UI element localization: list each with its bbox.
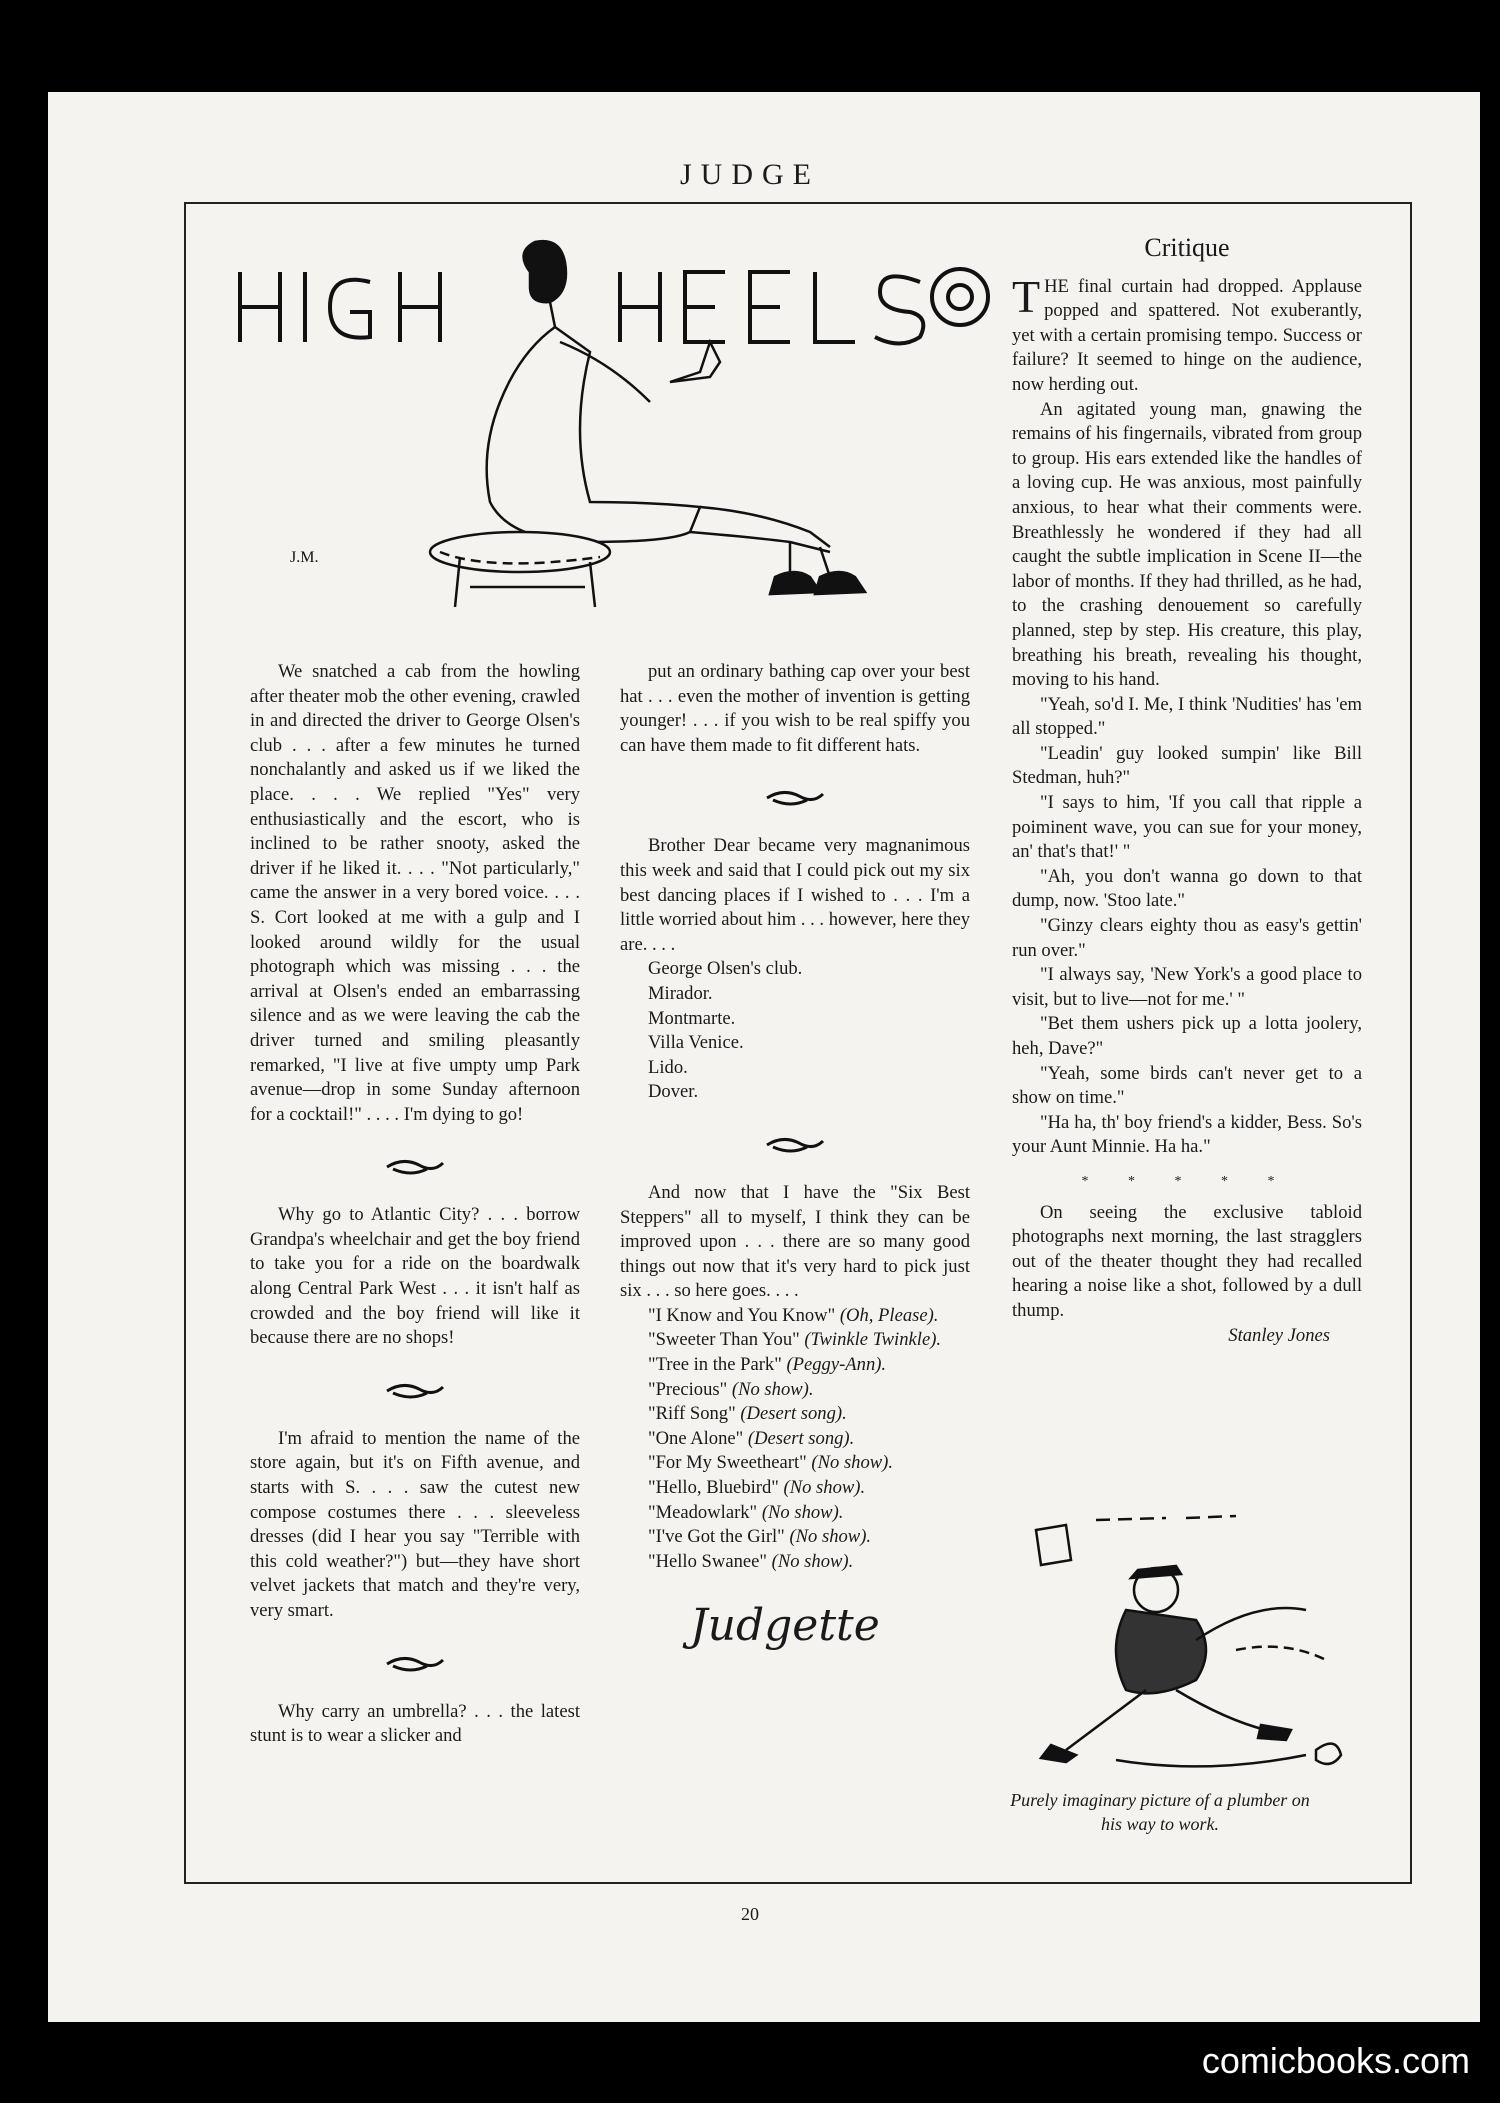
col3-paragraph-8: "I always say, 'New York's a good place to visit, but to live—not for me.' "	[1012, 964, 1362, 1010]
dancing-places-list	[620, 957, 970, 1105]
list-item: "I Know and You Know" (Oh, Please).	[648, 1304, 939, 1326]
col3-paragraph-12: On seeing the exclusive tabloid photographs next morning, the last stragglers out of the theater thought they had recalled hearing a noise like a shot, followed by a dull thump.	[1012, 1201, 1362, 1321]
col1-paragraph-4: Why carry an umbrella? . . . the latest stunt is to wear a slicker and	[250, 1700, 580, 1747]
list-item: "Tree in the Park" (Peggy-Ann).	[648, 1354, 887, 1376]
ornament-icon	[763, 1131, 827, 1157]
col3-paragraph-4: "Leadin' guy looked sumpin' like Bill Stedman, huh?"	[1012, 742, 1362, 789]
column-1	[250, 660, 580, 1749]
ornament-icon	[763, 784, 827, 810]
col3-paragraph-7: "Ginzy clears eighty thou as easy's gettin' run over."	[1012, 915, 1362, 961]
list-item: Lido.	[648, 1056, 688, 1078]
list-item: "For My Sweetheart" (No show).	[648, 1452, 894, 1474]
list-item: "Precious" (No show).	[648, 1378, 814, 1400]
site-watermark: comicbooks.com	[1201, 2040, 1470, 2081]
list-item: "Riff Song" (Desert song).	[648, 1403, 847, 1425]
page-number: 20	[741, 1904, 759, 1924]
list-item: Villa Venice.	[648, 1032, 744, 1054]
list-item: Mirador.	[648, 982, 713, 1004]
col2-paragraph-2: Brother Dear became very magnanimous this week and said that I could pick out my six best dancing places if I wished to . . . I'm a little worried about him . . . however, here they are. . . .	[620, 835, 970, 955]
plumber-cartoon	[1006, 1500, 1356, 1780]
songs-list	[620, 1304, 970, 1575]
list-item: "Hello Swanee" (No show).	[648, 1550, 854, 1572]
column-3	[1012, 232, 1362, 1348]
ornament-icon	[383, 1377, 447, 1403]
col3-paragraph-10: "Yeah, some birds can't never get to a show on time."	[1012, 1062, 1362, 1109]
cartoon-caption: Purely imaginary picture of a plumber on his way to work.	[1010, 1790, 1310, 1834]
judgette-signature: Judgette	[690, 1600, 880, 1652]
col3-paragraph-11: "Ha ha, th' boy friend's a kidder, Bess. So's your Aunt Minnie. Ha ha."	[1012, 1111, 1362, 1158]
artist-signature: J.M.	[290, 549, 319, 566]
col2-paragraph-3: And now that I have the "Six Best Steppers" all to myself, I think they can be improved upon . . . there are so many good things out now that it's very hard to pick just six . . . so here goes. . . .	[620, 1181, 970, 1302]
col1-paragraph-2: Why go to Atlantic City? . . . borrow Grandpa's wheelchair and get the boy friend to take you for a ride on the boardwalk along Central Park West . . . it isn't half as crowded and the boy friend will like it because there are no shops!	[250, 1204, 580, 1349]
ornament-icon	[383, 1650, 447, 1676]
lady-figure	[430, 241, 865, 607]
drop-cap: T	[1012, 270, 1041, 322]
col2-paragraph-1: put an ordinary bathing cap over your best hat . . . even the mother of invention is getting younger! . . . if you wish to be real spiffy you can have them made to fit different hats.	[620, 661, 970, 756]
col3-paragraph-3: "Yeah, so'd I. Me, I think 'Nudities' has 'em all stopped."	[1012, 693, 1362, 740]
ornament-icon	[383, 1153, 447, 1179]
list-item: Montmarte.	[648, 1007, 736, 1029]
col3-paragraph-2: An agitated young man, gnawing the remains of his fingernails, vibrated from group to group. His ears extended like the handles of a loving cup. He was anxious, most painfully anxious, to hear what their comments were. Breathlessly he wondered if they had all caught the subtle implication in Scene II—the labor of months. If they had thrilled, as he had, to the crashing denouement so carefully planned, step by step. His creature, this play, breathing his breath, revealing his thought, moving to his hand.	[1012, 398, 1362, 691]
article-title: Critique	[1144, 233, 1230, 262]
col3-paragraph-6: "Ah, you don't wanna go down to that dump, now. 'Stoo late."	[1012, 865, 1362, 912]
list-item: "Sweeter Than You" (Twinkle Twinkle).	[648, 1329, 942, 1351]
list-item: "I've Got the Girl" (No show).	[648, 1526, 872, 1548]
list-item: Dover.	[648, 1081, 699, 1103]
col3-paragraph-1: THE final curtain had dropped. Applause popped and spattered. Not exuberantly, yet with a certain promising tempo. Success or failure? It seemed to hinge on the audience, now herding out.	[1012, 270, 1362, 395]
high-heels-illustration	[230, 232, 990, 612]
high-heels-lettering	[240, 269, 988, 344]
col3-paragraph-5: "I says to him, 'If you call that ripple a poiminent wave, you can sue for your money, an' that's that!' "	[1012, 792, 1362, 863]
masthead: JUDGE	[680, 158, 820, 191]
col3-paragraph-9: "Bet them ushers pick up a lotta joolery, heh, Dave?"	[1012, 1013, 1362, 1059]
list-item: "Meadowlark" (No show).	[648, 1501, 844, 1523]
list-item: George Olsen's club.	[648, 958, 803, 980]
list-item: "Hello, Bluebird" (No show).	[648, 1477, 866, 1499]
byline: Stanley Jones	[1228, 1324, 1330, 1346]
list-item: "One Alone" (Desert song).	[648, 1427, 855, 1449]
column-2	[620, 660, 970, 1652]
col1-paragraph-1: We snatched a cab from the howling after theater mob the other evening, crawled in and directed the driver to George Olsen's club . . . after a few minutes he turned nonchalantly and asked us if we liked the place. . . . We replied "Yes" very enthusiastically and the escort, who is inclined to be rather snooty, asked the driver if he liked it. . . . "Not particularly," came the answer in a very bored voice. . . . S. Cort looked at me with a gulp and I looked around wildly for the usual photograph which was missing . . . the arrival at Olsen's ended an embarrassing silence and as we were leaving the cab the driver turned and smiling pleasantly remarked, "I live at five umpty ump Park avenue—drop in some Sunday afternoon for a cocktail!" . . . . I'm dying to go!	[250, 661, 580, 1125]
section-divider: * * * * *	[1081, 1173, 1293, 1189]
col1-paragraph-3: I'm afraid to mention the name of the store again, but it's on Fifth avenue, and starts with S. . . . saw the cutest new compose costumes there . . . sleeveless dresses (did I hear you say "Terrible with this cold weather?") but—they have short velvet jackets that match and they're very, very smart.	[250, 1427, 580, 1621]
